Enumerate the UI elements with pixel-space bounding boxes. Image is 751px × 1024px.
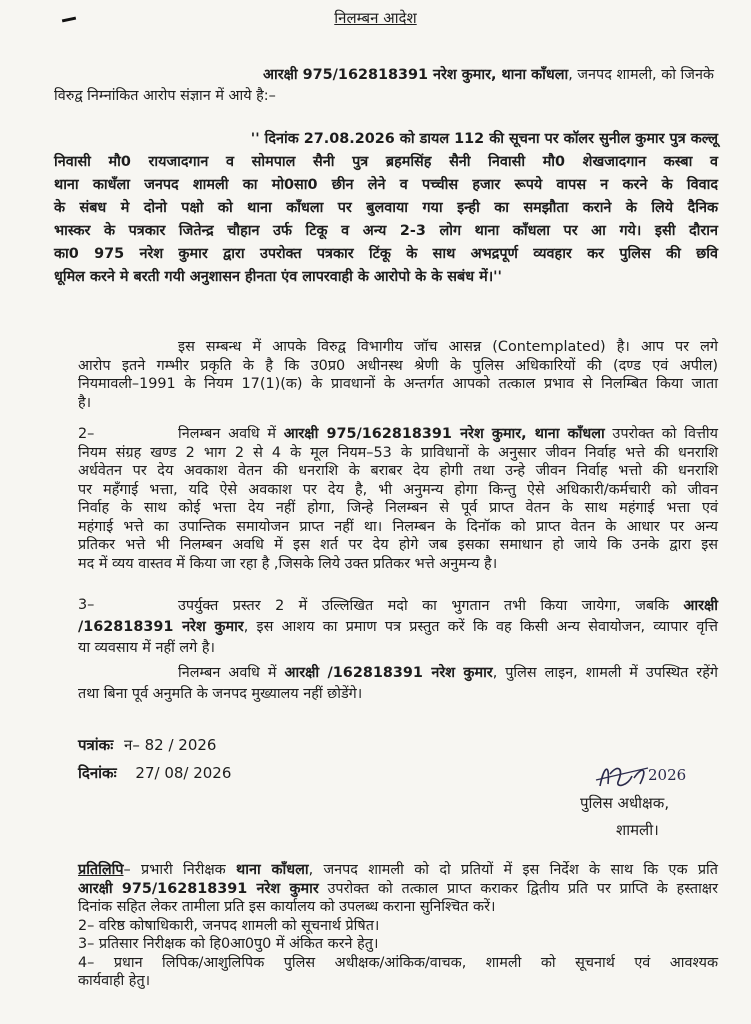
copy-line2-post: उपरोक्त को तत्काल प्राप्त कराकर द्वितीय प्रति पर प्राप्ति के हस्ताक्षर xyxy=(318,880,718,897)
para2-line: पर महँगाई भत्ता, यदि ऐसे अवकाश पर देय है, भी अनुमन्य होगा किन्तु ऐसे अधिकारी/कर्मचारी को जीवन xyxy=(78,481,718,498)
para2-line: निर्वाह के साथ कोई भत्ता देय नहीं होगा, जिन्हे निलम्बन से पूर्व प्राप्त वेतन के साथ महंगाई भत्ता एवं xyxy=(78,500,718,516)
quote-line: का0 975 नरेश कुमार द्वारा उपरोक्त पत्रकार टिंकू के साथ अभद्रपूर्ण व्यवहार कर पुलिस की छवि xyxy=(54,246,718,262)
para2-line: मद में व्यय वास्तव में किया जा रहा है ,जिसके लिये उक्त प्रतिकर भत्ते अनुमन्य है। xyxy=(78,555,498,572)
para3-number: 3– xyxy=(78,597,95,613)
copy-line1-pre: – प्रभारी निरीक्षक xyxy=(123,862,237,878)
para4-first-post: , पुलिस लाइन, शामली में उपस्थित रहेंगे xyxy=(492,665,718,681)
signatory-designation: पुलिस अधीक्षक, xyxy=(580,794,670,812)
copy-line1-post: , जनपद शामली को दो प्रतियों में इस निर्देश के साथ कि एक प्रति xyxy=(308,862,718,878)
para1-line: आरोप इतने गम्भीर प्रकृति के है कि उ0प्र0 अधीनस्थ श्रेणी के पुलिस अधिकारियों की (दण्ड एवं अपील) xyxy=(78,357,718,374)
patrank-row xyxy=(78,735,216,755)
paragraph-2 xyxy=(78,425,718,573)
copy-accused: आरक्षी 975/162818391 नरेश कुमार xyxy=(78,880,319,897)
para4-first-pre: निलम्बन अवधि में xyxy=(178,665,285,681)
para3-accused-b: /162818391 नरेश कुमार xyxy=(78,619,244,635)
patrank-value: न– 82 / 2026 xyxy=(124,736,217,754)
intro-line-1-rest: , जनपद शामली, को जिनके xyxy=(568,67,714,83)
copy-section xyxy=(78,861,718,991)
date-label: दिनांकः xyxy=(78,764,117,782)
quote-line: निवासी मौ0 रायजादगान व सोमपाल सैनी पुत्र ब्रहमसिंह सैनी निवासी मौ0 शेखजादगान कस्बा व xyxy=(54,154,718,170)
para2-accused: आरक्षी 975/162818391 नरेश कुमार, थाना काँधला xyxy=(283,426,605,442)
para1-line: है। xyxy=(78,394,92,411)
copy-line: दिनांक सहित लेकर तामीला प्रति इस कार्यालय को उपलब्ध कराना सुनिश्चित करें। xyxy=(78,899,496,915)
copy-item: 2– वरिष्ठ कोषाधिकारी, जनपद शामली को सूचनार्थ प्रेषित। xyxy=(78,917,380,934)
signatory-place: शामली। xyxy=(616,821,659,839)
quote-line: के संबध मे दोनो पक्षो को थाना काँधला पर बुलवाया गया इन्ही का समझौता कराने के लिये दैनिक xyxy=(54,200,718,216)
para4-accused: आरक्षी /162818391 नरेश कुमार xyxy=(284,665,493,681)
copy-item: 3– प्रतिसार निरीक्षक को हि0आ0पु0 में अंकित करने हेतु। xyxy=(78,936,379,952)
patrank-label: पत्रांकः xyxy=(78,736,114,754)
quote-line: थाना काधँला जनपद शामली का मो0सा0 छीन लेने व पच्चीस हजार रूपये वापस न करने के विवाद xyxy=(54,177,718,193)
para2-line: महंगाई भत्ते का उपान्तिक समायोजन प्राप्त नहीं था। निलम्बन के दिनॉक को प्राप्त वेतन के आधार पर अन्य xyxy=(78,518,718,535)
copy-item: कार्यवाही हेतु। xyxy=(78,973,151,989)
quote-line: '' दिनांक 27.08.2026 को डायल 112 की सूचना पर कॉलर सुनील कुमार पुत्र कल्लू xyxy=(250,131,718,147)
para3-accused-a: आरक्षी xyxy=(683,598,718,614)
signature-year: 2026 xyxy=(648,766,687,784)
para3-line xyxy=(78,617,718,638)
para4-line: तथा बिना पूर्व अनुमति के जनपद मुख्यालय नहीं छोडेंगे। xyxy=(78,686,363,702)
para3-second-post: , इस आशय का प्रमाण पत्र प्रस्तुत करें कि वह किसी अन्य सेवायोजन, व्यापार वृत्ति xyxy=(243,619,718,635)
copy-item: 4– प्रधान लिपिक/आशुलिपिक पुलिस अधीक्षक/आंकिक/वाचक, शामली को सूचनार्थ एवं आवश्यक xyxy=(78,954,718,971)
para3-first-pre: उपर्युक्त प्रस्तर 2 में उल्लिखित मदो का भुगतान तभी किया जायेगा, जबकि xyxy=(178,598,684,614)
intro-line-1 xyxy=(54,66,714,85)
paragraph-4 xyxy=(78,663,718,705)
allegation-quote xyxy=(54,128,718,289)
para1-line: नियमावली–1991 के नियम 17(1)(क) के प्रावधानों के अन्तर्गत आपको तत्काल प्रभाव से निलम्बित किया जाता xyxy=(78,376,718,392)
signature-mark xyxy=(588,756,698,796)
para4-line xyxy=(78,663,718,684)
para3-line xyxy=(78,596,718,617)
para3-line: या व्यवसाय में नहीं लगे है। xyxy=(78,640,215,656)
paragraph-3 xyxy=(78,596,718,659)
para2-first-post: उपरोक्त को वित्तीय xyxy=(604,426,718,442)
para1-line: इस सम्बन्ध में आपके विरुद्व विभागीय जॉच आसन्न (Contemplated) है। आप पर लगे xyxy=(178,339,718,355)
copy-line xyxy=(78,880,718,899)
copy-police-station: थाना काँधला xyxy=(236,862,309,878)
para2-line: नियम संग्रह खण्ड 2 भाग 2 से 4 के मूल नियम–53 के प्राविधानों के अनुसार जीवन निर्वाह भत्ते की धनराशि xyxy=(78,444,718,461)
page-title: निलम्बन आदेश xyxy=(334,9,417,27)
copy-label: प्रतिलिपि xyxy=(78,862,124,878)
date-row xyxy=(78,763,231,783)
para2-line: प्रतिकर भत्ते भी निलम्बन अवधि में इस शर्त पर देय होगे जब इसका समाधान हो जाये कि उनके द्वारा इस xyxy=(78,537,718,553)
date-value: 27/ 08/ 2026 xyxy=(135,764,232,782)
para2-line xyxy=(78,425,718,444)
quote-line: धूमिल करने मे बरती गयी अनुशासन हीनता एंव लापरवाही के आरोपो के के सबंध में।'' xyxy=(54,269,502,285)
accused-name: आरक्षी 975/162818391 नरेश कुमार, थाना काँधला xyxy=(262,67,569,83)
paragraph-1 xyxy=(78,338,718,412)
quote-line: भास्कर के पत्रकार जितेन्द्र चौहान उर्फ टिकू व अन्य 2-3 लोग थाना काँधला पर आ गये। इसी दौरान xyxy=(54,223,718,239)
intro-line-2: विरुद्व निम्नांकित आरोप संज्ञान में आये है:– xyxy=(54,88,276,104)
copy-line xyxy=(78,861,718,880)
para2-line: अर्धवेतन पर देय अवकाश वेतन की धनराशि के बराबर देय होगी तथा उन्हे जीवन निर्वाह भत्तो की धनराशि xyxy=(78,463,718,479)
para2-first-pre: निलम्बन अवधि में xyxy=(178,426,284,442)
para2-number: 2– xyxy=(78,426,95,442)
